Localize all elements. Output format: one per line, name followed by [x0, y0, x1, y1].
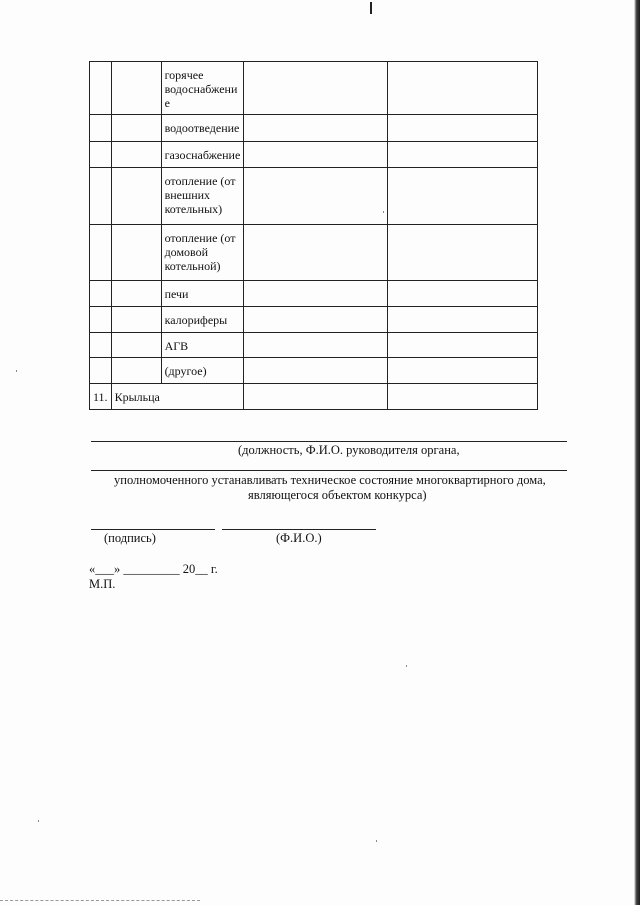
row-name-cell: калориферы [161, 307, 244, 333]
row-name-cell: газоснабжение [161, 142, 244, 168]
row-sub-cell [111, 358, 161, 384]
row-sub-cell [111, 62, 161, 115]
row-num-cell [90, 358, 112, 384]
sign-caption: (подпись) [104, 531, 156, 545]
table-row [90, 115, 538, 142]
authority-caption-line1: уполномоченного устанавливать техническое состояние многоквартирного дома, [114, 473, 546, 487]
row-sub-cell [111, 168, 161, 225]
row-value-cell [244, 225, 388, 281]
row-value-cell [388, 225, 538, 281]
scan-speck [376, 840, 377, 842]
table-row [90, 384, 538, 410]
row-num-cell [90, 62, 112, 115]
table-row [90, 358, 538, 384]
scan-bottom-edge [0, 900, 200, 901]
row-sub-cell [111, 142, 161, 168]
row-name-cell: (другое) [161, 358, 244, 384]
stamp-mark: М.П. [89, 577, 116, 591]
row-value-cell [244, 281, 388, 307]
row-name-cell: водоотведение [161, 115, 244, 142]
row-value-cell [388, 384, 538, 410]
row-value-cell [244, 115, 388, 142]
scan-speck [38, 820, 39, 822]
row-value-cell [244, 358, 388, 384]
row-value-cell [244, 62, 388, 115]
table-row [90, 225, 538, 281]
table-row [90, 62, 538, 115]
row-sub-cell [111, 281, 161, 307]
row-sub-cell [111, 115, 161, 142]
row-num-cell [90, 281, 112, 307]
row-name-cell: отопление (от домовой котельной) [161, 225, 244, 281]
date-line: «___» _________ 20__ г. [89, 562, 218, 576]
row-value-cell [388, 115, 538, 142]
row-value-cell [388, 168, 538, 225]
row-name-cell: АГВ [161, 333, 244, 358]
row-name-cell: Крыльца [111, 384, 244, 410]
scan-speck [16, 370, 17, 372]
position-caption: (должность, Ф.И.О. руководителя органа, [238, 443, 460, 457]
row-sub-cell [111, 333, 161, 358]
inspection-table [89, 61, 538, 410]
table-row [90, 333, 538, 358]
scan-page-edge [634, 0, 640, 905]
row-name-cell: горячее водоснабжени е [161, 62, 244, 115]
row-num-cell: 11. [90, 384, 112, 410]
sign-line [91, 529, 215, 530]
row-num-cell [90, 115, 112, 142]
row-num-cell [90, 307, 112, 333]
row-value-cell [388, 281, 538, 307]
table-row [90, 142, 538, 168]
position-signature-line [91, 441, 567, 442]
table-row [90, 168, 538, 225]
row-value-cell [388, 358, 538, 384]
fio-line [222, 529, 376, 530]
table-row [90, 307, 538, 333]
row-sub-cell [111, 225, 161, 281]
row-value-cell [244, 168, 388, 225]
row-value-cell [388, 62, 538, 115]
authority-signature-line [91, 470, 567, 471]
row-value-cell [388, 142, 538, 168]
row-name-cell: отопление (от внешних котельных) [161, 168, 244, 225]
row-value-cell [244, 384, 388, 410]
scan-top-mark [370, 2, 372, 14]
row-value-cell [388, 333, 538, 358]
row-num-cell [90, 168, 112, 225]
fio-caption: (Ф.И.О.) [276, 531, 322, 545]
row-value-cell [388, 307, 538, 333]
scan-speck [406, 665, 407, 667]
row-num-cell [90, 333, 112, 358]
row-name-cell: печи [161, 281, 244, 307]
row-num-cell [90, 142, 112, 168]
row-sub-cell [111, 307, 161, 333]
scan-speck [383, 211, 384, 213]
row-value-cell [244, 333, 388, 358]
authority-caption-line2: являющегося объектом конкурса) [248, 488, 427, 502]
table-row [90, 281, 538, 307]
row-value-cell [244, 142, 388, 168]
row-num-cell [90, 225, 112, 281]
row-value-cell [244, 307, 388, 333]
